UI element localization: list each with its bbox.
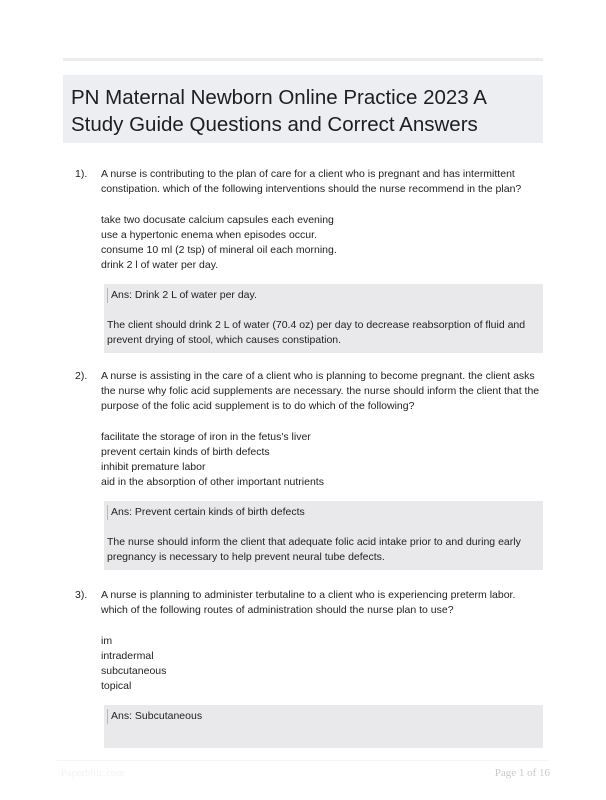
option-item: consume 10 ml (2 tsp) of mineral oil each morning.	[101, 244, 337, 256]
question-number: 2).	[75, 370, 88, 382]
answer-box	[104, 501, 543, 570]
page-number: Page 1 of 16	[494, 767, 550, 779]
answer-box	[104, 705, 543, 748]
page-title: PN Maternal Newborn Online Practice 2023 A Study Guide Questions and Correct Answers	[71, 86, 486, 136]
option-item: facilitate the storage of iron in the fetus's liver	[101, 431, 311, 443]
answer-explanation: The nurse should inform the client that adequate folic acid intake prior to and during early pregnancy is necessary to help prevent neural tube defects.	[107, 536, 521, 563]
answer-label: Ans: Prevent certain kinds of birth defects	[107, 505, 305, 520]
option-item: subcutaneous	[101, 665, 167, 677]
title-banner	[63, 75, 543, 143]
option-item: topical	[101, 680, 132, 692]
question-3	[63, 588, 543, 748]
top-divider	[63, 58, 543, 61]
option-item: aid in the absorption of other important nutrients	[101, 476, 324, 488]
question-text: A nurse is planning to administer terbutaline to a client who is experiencing preterm labor. which of the following routes of administration should the nurse plan to use?	[101, 589, 516, 616]
watermark-text: Paperbliic.com	[61, 768, 125, 779]
option-item: im	[101, 635, 113, 647]
option-item: take two docusate calcium capsules each evening	[101, 214, 334, 226]
answer-explanation: The client should drink 2 L of water (70.4 oz) per day to decrease reabsorption of fluid and prevent drying of stool, which causes constipation.	[107, 319, 526, 346]
answer-box	[104, 284, 543, 353]
question-number: 1).	[75, 168, 88, 180]
question-text: A nurse is assisting in the care of a client who is planning to become pregnant. the client asks the nurse why folic acid supplements are necessary. the nurse should inform the client that the purpose of the folic acid supplement is to do which of the following?	[101, 370, 540, 412]
question-2	[63, 369, 543, 570]
option-list	[101, 430, 543, 490]
option-item: inhibit premature labor	[101, 461, 206, 473]
option-item: intradermal	[101, 650, 154, 662]
option-list	[101, 634, 543, 694]
question-number: 3).	[75, 589, 88, 601]
option-item: prevent certain kinds of birth defects	[101, 446, 270, 458]
option-item: use a hypertonic enema when episodes occur.	[101, 229, 317, 241]
bottom-divider	[57, 760, 549, 761]
answer-label: Ans: Drink 2 L of water per day.	[107, 288, 257, 303]
option-list	[101, 213, 543, 273]
question-1	[63, 167, 543, 353]
option-item: drink 2 l of water per day.	[101, 259, 219, 271]
question-text: A nurse is contributing to the plan of care for a client who is pregnant and has intermittent constipation. which of the following interventions should the nurse recommend in the plan?	[101, 168, 522, 195]
answer-label: Ans: Subcutaneous	[107, 709, 202, 724]
